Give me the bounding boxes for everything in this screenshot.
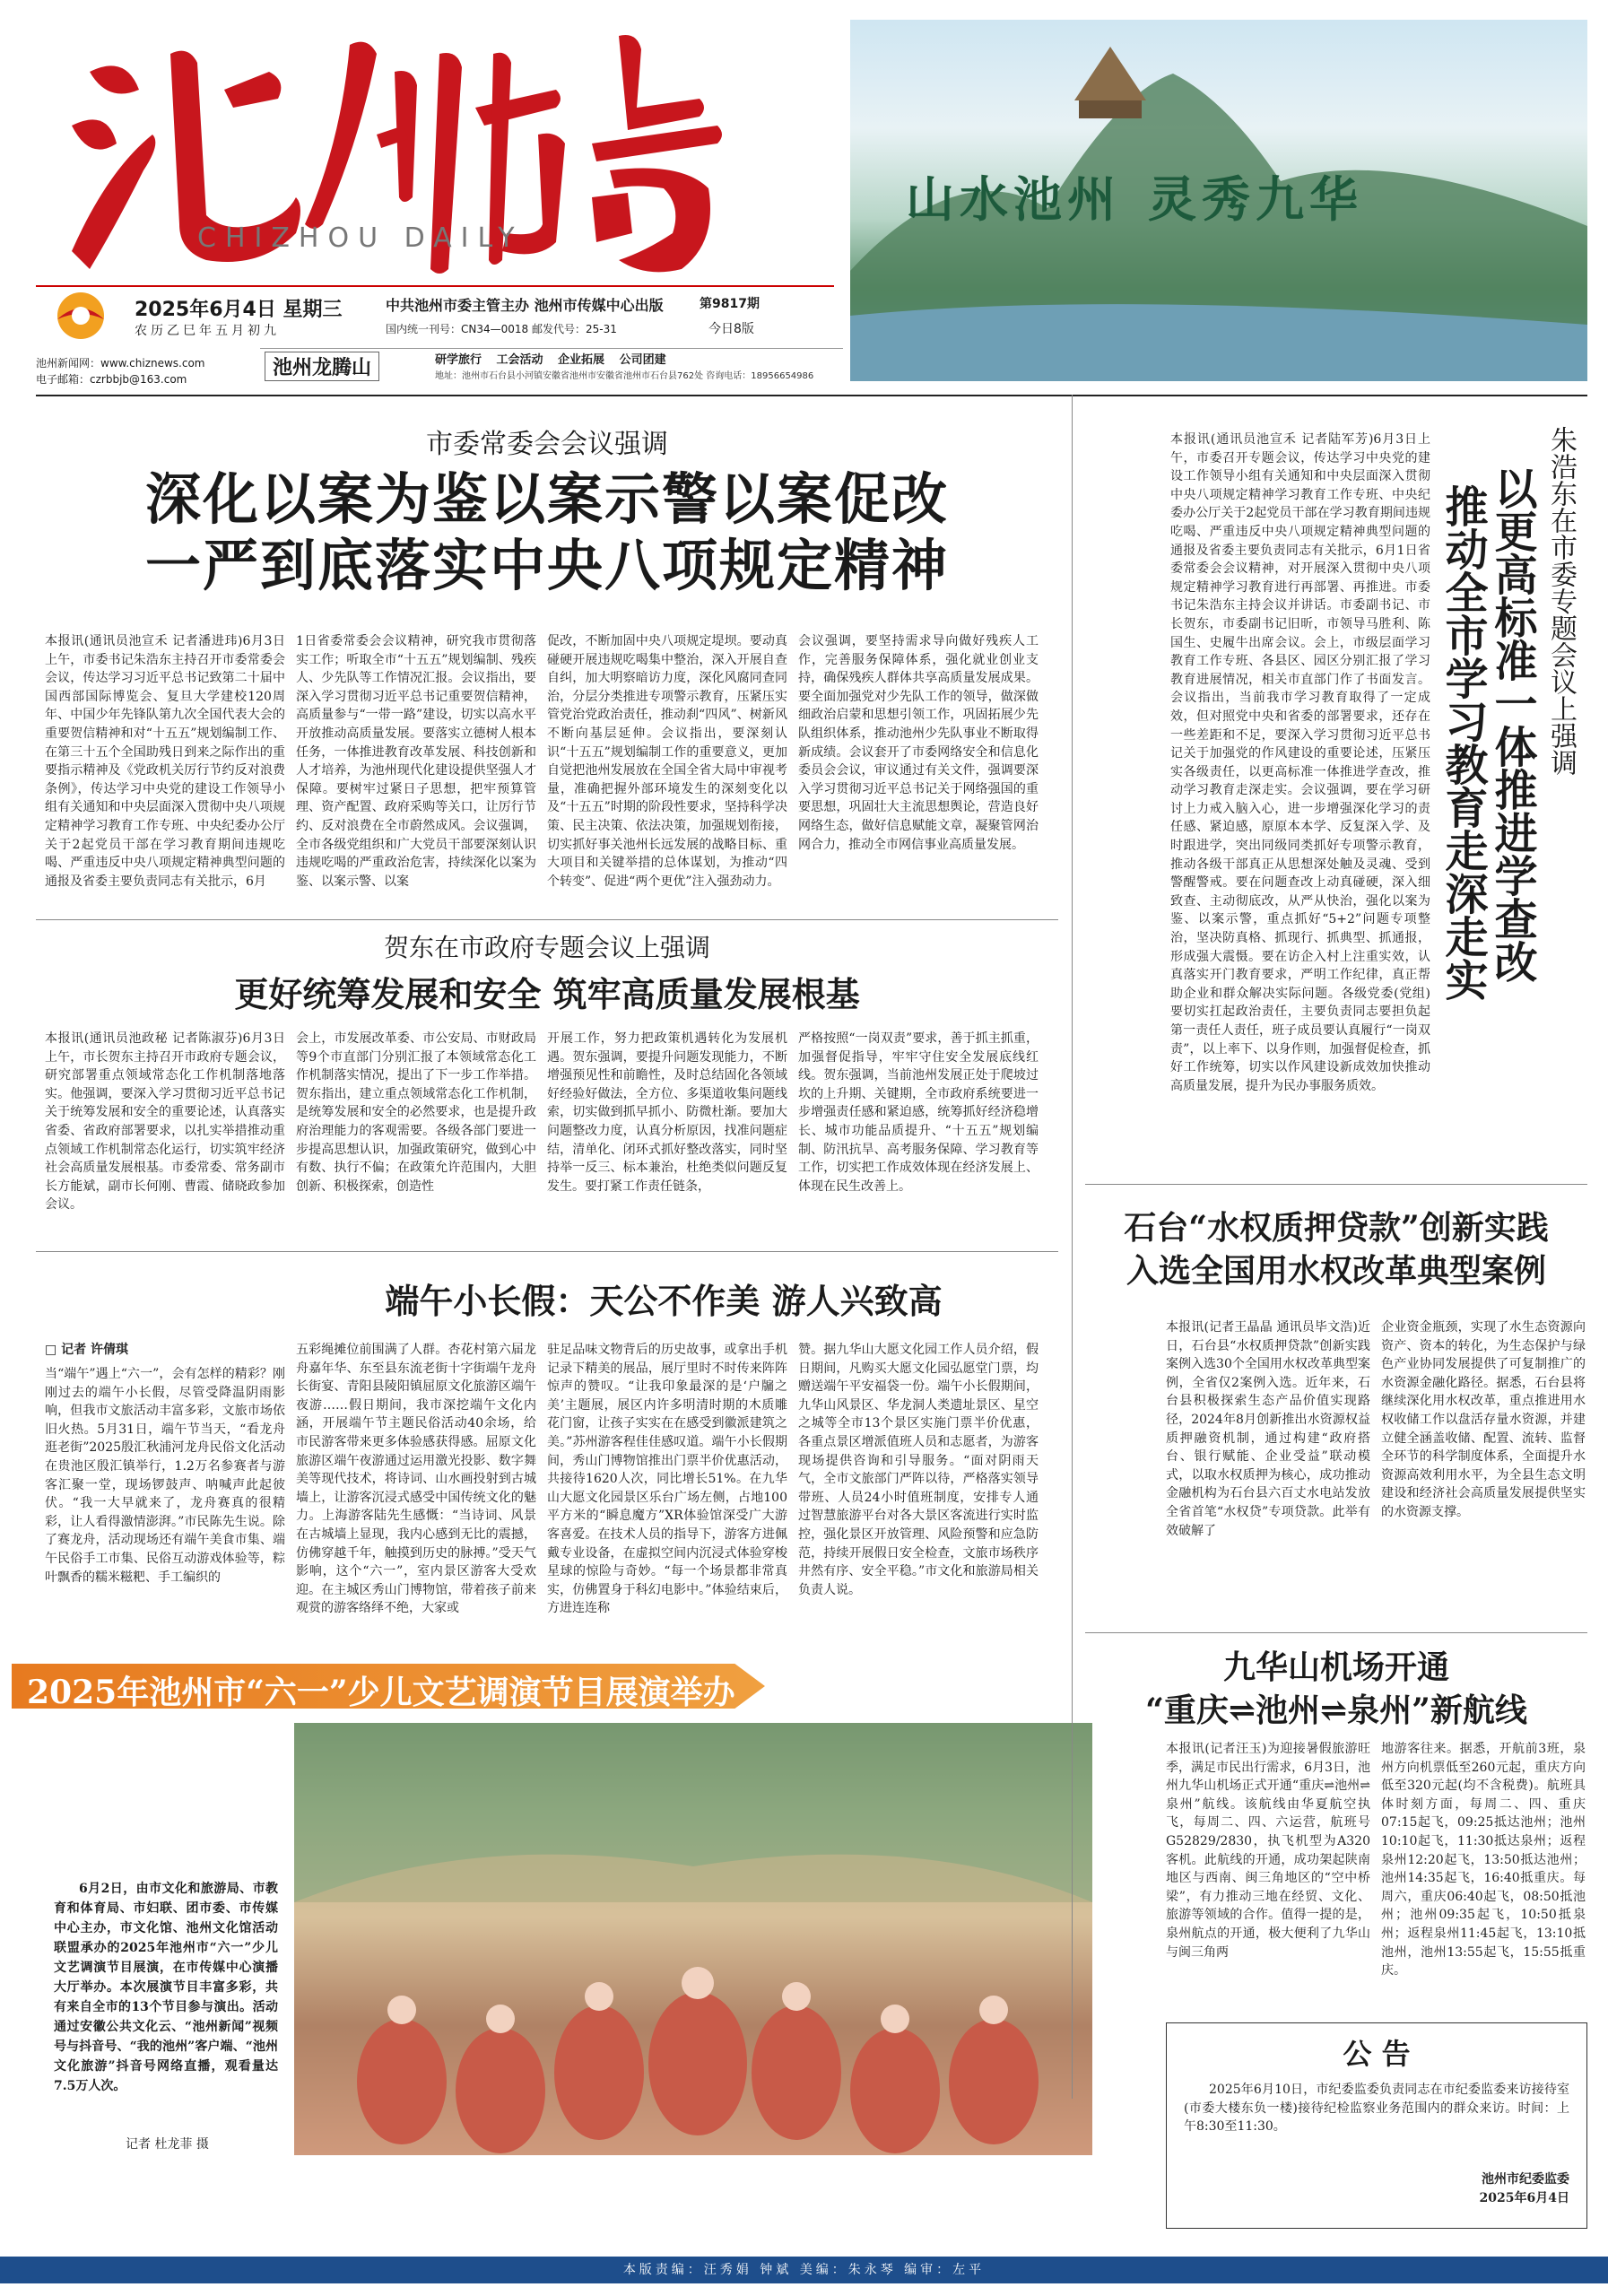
article1-col1: 本报讯(通讯员池宣禾 记者潘进玮)6月3日上午，市委书记朱浩东主持召开市委常委会会议，传达学习习近平总书记致第二十届中国西部国际博览会、复旦大学建校120周年、中国少年先锋队第九次全国代表大会的重要贺信精神和对“十五五”规划编制工作、在第三十五个全国助残日到来之际作出的重要指示精神及《党政机关厉行节约反对浪费条例》，传达学习中央党的建设工作领导小组有关通知和中央层面深入贯彻中央八项规定精神学习教育工作专班、中央纪委办公厅关于2起党员干部在学习教育期间违规吃喝、严重违反中央八项规定精神典型问题的通报及省委主要负责同志有关批示，6月 — [45, 634, 285, 889]
article2-kicker: 贺东在市政府专题会议上强调 — [383, 933, 710, 962]
article7-title — [1085, 1646, 1587, 1732]
article3-title: 端午小长假：天公不作美 游人兴致高 — [385, 1281, 943, 1321]
article1-col4: 会议强调，要坚持需求导向做好残疾人工作，完善服务保障体系，强化就业创业支持，确保残疾人群体共享高质量发展成果。要全面加强党对少先队工作的领导，做深做细政治启蒙和思想引领工作，巩固拓展少先队组织体系，推动池州少先队事业不断取得新成绩。会议套开了市委网络安全和信息化委员会会议，审议通过有关文件，强调要深入学习贯彻习近平总书记关于网络强国的重要思想，巩固壮大主流思想舆论，营造良好网络生态，做好信息赋能文章，凝聚管网治网合力，推动全市网信事业高质量发展。 — [798, 634, 1039, 852]
article1-title — [36, 466, 1058, 599]
slogan-part-2: 灵秀九华 — [1148, 170, 1363, 228]
divider — [36, 919, 1058, 920]
footer-credits: 本版责编：汪秀娟 钟斌 美编：朱永琴 编审：左平 — [0, 2257, 1608, 2283]
article6-title — [1085, 1206, 1587, 1292]
issn: 国内统一刊号：CN34—0018 邮发代号：25-31 — [386, 323, 617, 335]
issue-number: 第9817期 — [700, 297, 760, 311]
website-link[interactable]: 池州新闻网：www.chiznews.com — [36, 357, 205, 370]
article7-title-line1: 九华山机场开通 — [1222, 1648, 1449, 1686]
article1-kicker: 市委常委会会议强调 — [426, 429, 668, 460]
divider — [1085, 1632, 1587, 1633]
article6-col1: 本报讯(记者王晶晶 通讯员毕文浩)近日，石台县“水权质押贷款”创新实践案例入选30个全国用水权改革典型案例，全省仅2案例入选。近年来，石台县积极探索生态产品价值实现路径，2024年8月创新推出水资源权益质押融资机制，通过构建“政府搭台、银行赋能、企业受益”联动模式，以取水权质押为核心，成功推动金融机构为石台县六百丈水电站发放全省首笔“水权贷”专项贷款。此举有效破解了 — [1166, 1320, 1370, 1538]
notice-signer: 池州市纪委监委 — [1482, 2172, 1569, 2187]
logo-emblem-icon — [45, 289, 117, 343]
article7-title-line2: “重庆⇌池州⇌泉州”新航线 — [1145, 1692, 1527, 1729]
article2-title: 更好统筹发展和安全 筑牢高质量发展根基 — [234, 974, 860, 1014]
article5-title-line1: 以更高标准一体推进学查改 — [1487, 466, 1537, 983]
article7-col2: 地游客往来。据悉，开航前3班，泉州方向机票低至260元起，重庆方向低至320元起(均不含税费)。航班具体时刻方面，每周二、四、重庆07:15起飞，09:25抵达池州；池州10:10起飞，11:30抵达泉州；返程泉州12:20起飞，13:50抵达池州；池州14:35起飞，16:40抵重庆。每周六，重庆06:40起飞，08:50抵池州；池州09:35起飞，10:50抵泉州；返程泉州11:45起飞，13:10抵池州，池州13:55起飞，15:55抵重庆。 — [1381, 1742, 1586, 1979]
performance-photo — [294, 1723, 1092, 2155]
article2-col4: 严格按照“一岗双责”要求，善于抓主抓重，加强督促指导，牢牢守住安全发展底线红线。贺东强调，当前池州发展正处于爬坡过坎的上升期、关键期，全市政府系统要进一步增强责任感和紧迫感，统筹抓好经济稳增长、城市功能品质提升、“十五五”规划编制、防汛抗旱、高考服务保障、学习教育等工作，切实把工作成效体现在经济发展上、体现在民生改善上。 — [798, 1031, 1039, 1194]
publisher: 中共池州市委主管主办 池州市传媒中心出版 — [386, 297, 664, 314]
article2-col1: 本报讯(通讯员池政秘 记者陈淑芬)6月3日上午，市长贺东主持召开市政府专题会议，研究部署重点领域常态化工作机制落地落实。他强调，要深入学习贯彻习近平总书记关于统筹发展和安全的重要论述，认真落实省委、省政府部署要求，以扎实举措推动重点领域工作机制常态化运行，切实筑牢经济社会高质量发展根基。市委常委、常务副市长方能斌，副市长何刚、曹霞、储晓政参加会议。 — [45, 1031, 285, 1213]
article3-byline-text: 记者 许倩琪 — [61, 1343, 128, 1357]
notice-title: 公 告 — [1343, 2037, 1411, 2071]
contact-info — [36, 355, 205, 387]
article1-title-line2: 一严到底落实中央八项规定精神 — [144, 533, 949, 598]
article6-title-line2: 入选全国用水权改革典型案例 — [1126, 1252, 1546, 1290]
issue-date: 2025年6月4日 星期三 — [135, 299, 343, 321]
lunar-date: 农历乙巳年五月初九 — [135, 324, 280, 338]
divider — [36, 1251, 1058, 1252]
top-rule — [36, 395, 1587, 396]
ad-name: 池州龙腾山 — [265, 352, 379, 381]
article3-byline: □ 记者 许倩琪 — [45, 1343, 128, 1357]
notice-body: 2025年6月10日，市纪委监委负责同志在市纪委监委来访接待室(市委大楼东负一楼)接待纪检监察业务范围内的群众来访。时间：上午8:30至11:30。 — [1184, 2083, 1569, 2135]
article4-title: 2025年池州市“六一”少儿文艺调演节目展演举办 — [27, 1674, 735, 1711]
article6-title-line1: 石台“水权质押贷款”创新实践 — [1124, 1209, 1549, 1247]
article2-col3: 开展工作，努力把政策机遇转化为发展机遇。贺东强调，要提升问题发现能力，不断增强预见性和前瞻性，及时总结固化各领域好经验好做法，全方位、多渠道收集问题线索，切实做到抓早抓小、防微杜渐。要加大问题整改力度，认真分析原因，找准问题症结，清单化、闭环式抓好整改落实，同时坚持举一反三、标本兼治，杜绝类似问题反复发生。要打紧工作责任链条， — [547, 1031, 787, 1194]
article7-col1: 本报讯(记者汪玉)为迎接暑假旅游旺季，满足市民出行需求，6月3日，池州九华山机场正式开通“重庆⇌池州⇌泉州”航线。该航线由华夏航空执飞，每周二、四、六运营，航班号G52829/2830，执飞机型为A320客机。此航线的开通，成功架起陕南地区与西南、闽三角地区的“空中桥梁”，有力推动三地在经贸、文化、旅游等领域的合作。值得一提的是，泉州航点的开通，极大便利了九华山与闽三角两 — [1166, 1742, 1370, 1960]
article5-col1: 本报讯(通讯员池宣禾 记者陆军芳)6月3日上午，市委召开专题会议，传达学习中央党的建设工作领导小组有关通知和中央层面深入贯彻中央八项规定精神学习教育工作专班、中央纪委办公厅关于2起党员干部在学习教育期间违规吃喝、严重违反中央八项规定精神典型问题的通报及省委主要负责同志有关批示，6月1日省委常委会会议精神，对开展深入贯彻中央八项规定精神学习教育进行再部署、再推进。市委书记朱浩东主持会议并讲话。市委副书记、市长贺东，市委副书记旧昕，市领导马胜利、陈国生、史履牛出席会议。会上，市级层面学习教育工作专班、各县区、园区分别汇报了学习教育进展情况，相关市直部门作了书面发言。会议指出，当前我市学习教育取得了一定成效，但对照党中央和省委的部署要求，还存在一些差距和不足，要深入学习贯彻习近平总书记关于加强党的作风建设的重要论述，压紧压实各级责任，以更高标准一体推进学查改，推动学习教育走深走实。会议强调，要在学习研讨上力戒入脑入心，进一步增强深化学习的责任感、紧迫感，原原本本学、反复深入学、及时跟进学，突出同级同类抓好专项警示教育，推动各级干部真正从思想深处触及灵魂、受到警醒警戒。要在问题查改上动真碰硬，深入细致查、主动彻底改，从严从快治，强化以案为鉴、以案示警，重点抓好“5+2”问题专项整治，坚决防真格、抓现行、抓典型、抓通报，形成强大震慑。要在访企入村上注重实效，认真落实开门教育要求，严明工作纪律，真正帮助企业和群众解决实际问题。各级党委(党组)要切实扛起政治责任，主要负责同志要担负起第一责任人责任，班子成员要认真履行“一岗双责”，以上率下、以身作则，加强督促检查，抓好工作统筹，切实以作风建设新成效加快推动高质量发展，提升为民办事服务质效。 — [1170, 432, 1430, 1093]
email-link[interactable]: 电子邮箱：czrbbjb@163.com — [36, 373, 187, 386]
article1-col3: 促改，不断加固中央八项规定堤坝。要动真碰硬开展违规吃喝集中整治，深入开展自查自纠，加大明察暗访力度，深化风腐同查同治，分层分类推进专项警示教育，压紧压实管党治党政治责任，推动刹“四风”、树新风不断向基层延伸。会议指出，要深刻认识“十五五”规划编制工作的重要意义，更加自觉把池州发展放在全国全省大局中审视考量，准确把握外部环境发生的深刻变化以及“十五五”时期的阶段性要求，坚持科学决策、民主决策、依法决策，加强规划衔接，切实抓好事关池州长远发展的战略目标、重大项目和关键举措的总体谋划，为推动“四个转变”、促进“两个更优”注入强劲动力。 — [547, 634, 787, 889]
article1-col2: 1日省委常委会会议精神，研究我市贯彻落实工作；听取全市“十五五”规划编制、残疾人、少先队等工作情况汇报。会议指出，要深入学习贯彻习近平总书记重要贺信精神，高质量参与“一带一路”建设，切实以高水平开放推动高质量发展。要落实立德树人根本任务，一体推进教育改革发展、科技创新和人才培养，为池州现代化建设提供坚强人才保障。要树牢过紧日子思想，把牢预算管理、资产配置、政府采购等关口，让厉行节约、反对浪费在全市蔚然成风。会议强调，全市各级党组织和广大党员干部要深刻认识违规吃喝的严重政治危害，持续深化以案为鉴、以案示警、以案 — [296, 634, 536, 889]
dancers-icon — [294, 1723, 1092, 2155]
article2-col2: 会上，市发展改革委、市公安局、市财政局等9个市直部门分别汇报了本领域常态化工作机制落实情况，提出了下一步工作举措。贺东指出，建立重点领域常态化工作机制，是统筹发展和安全的必然要求，也是提升政府治理能力的客观需要。各级各部门要进一步提高思想认识，加强政策研究，做到心中有数、执行不偏；在政策允许范围内，大胆创新、积极探索，创造性 — [296, 1031, 536, 1194]
ad-address: 地址：池州市石台县小河镇安徽省池州市安徽省池州市石台县762处 咨询电话：18956654986 — [435, 371, 814, 381]
slogan-part-1: 山水池州 — [906, 170, 1121, 228]
ad-tags: 研学旅行 工会活动 企业拓展 公司团建 — [435, 353, 666, 367]
page-count: 今日8版 — [708, 322, 754, 336]
column-divider — [1072, 395, 1073, 2099]
notice-signature — [1381, 2170, 1569, 2207]
article1-title-line1: 深化以案为鉴以案示警以案促改 — [144, 466, 949, 532]
banner-slogan — [906, 161, 1363, 230]
notice-date: 2025年6月4日 — [1479, 2190, 1569, 2205]
article5-kicker: 朱浩东在市委专题会议上强调 — [1545, 426, 1577, 776]
article3-col4: 赞。据九华山大愿文化园工作人员介绍，假日期间，凡购买大愿文化园弘愿堂门票，均赠送端午平安福袋一份。端午小长假期间，九华山风景区、华龙洞人类遗址景区、星空之城等全市13个景区实施门票半价优惠，各重点景区增派值班人员和志愿者，为游客现场提供咨询和引导服务。“面对阴雨天气，全市文旅部门严阵以待，严格落实领导带班、人员24小时值班制度，安排专人通过智慧旅游平台对各大景区客流进行实时监控，强化景区开放管理、风险预警和应急防范，持续开展假日安全检查，文旅市场秩序井然有序、安全平稳。”市文化和旅游局相关负责人说。 — [798, 1343, 1039, 1597]
article3-col1: 当“端午”遇上“六一”，会有怎样的精彩？刚刚过去的端午小长假，尽管受降温阴雨影响，但我市文旅活动丰富多彩，文旅市场依旧火热。5月31日，端午节当天，“看龙舟 逛老街”2025殷汇秋浦河龙舟民俗文化活动在贵池区殷汇镇举行，1.2万名参赛者与游客汇聚一堂，现场锣鼓声、呐喊声此起彼伏。“我一大早就来了，龙舟赛真的很精彩，让人看得激情澎湃。”市民陈先生说。除了赛龙舟，活动现场还有端午美食市集、端午民俗手工市集、民俗互动游戏体验等，粽叶飘香的糯米糍粑、手工编织的 — [45, 1367, 285, 1585]
photo-caption: 6月2日，由市文化和旅游局、市教育和体育局、市妇联、团市委、市传媒中心主办，市文化馆、池州文化馆活动联盟承办的2025年池州市“六一”少儿文艺调演节目展演，在市传媒中心演播大厅举办。本次展演节目丰富多彩，共有来自全市的13个节目参与演出。活动通过安徽公共文化云、“池州新闻”视频号与抖音号、“我的池州”客户端、“池州文化旅游”抖音号网络直播，观看量达7.5万人次。 — [54, 1882, 278, 2093]
article6-col2: 企业资金瓶颈，实现了水生态资源向资产、资本的转化，为生态保护与绿色产业协同发展提供了可复制推广的水资源金融化路径。据悉，石台县将继续深化用水权改革，重点推进用水权收储工作以盘活存量水资源，并建立健全涵盖收储、配置、流转、监督全环节的科学制度体系，全面提升水资源高效利用水平，为全县生态文明建设和经济社会高质量发展提供坚实的水资源支撑。 — [1381, 1320, 1586, 1519]
photo-credit: 记者 杜龙菲 摄 — [126, 2137, 209, 2152]
article3-col2: 五彩绳摊位前围满了人群。杏花村第六届龙舟嘉年华、东至县东流老街十字街端午龙舟长街宴、青阳县陵阳镇屈原文化旅游区端午夜游……假日期间，我市深挖端午文化内涵，开展端午节主题民俗活动40余场，给市民游客带来更多体验感获得感。屈原文化旅游区端午夜游通过运用激光投影、数字舞美等现代技术，将诗词、山水画投射到古城墙上，让游客沉浸式感受中国传统文化的魅力。上海游客陆先生感慨：“当诗词、风景在古城墙上显现，我内心感到无比的震撼，仿佛穿越千年，触摸到历史的脉搏。”受天气影响，这个“六一”，室内景区游客大受欢迎。在主城区秀山门博物馆，带着孩子前来观赏的游客络绎不绝，大家或 — [296, 1343, 536, 1616]
article5-title-line2: 推动全市学习教育走深走实 — [1438, 484, 1488, 1001]
masthead-english: CHIZHOU DAILY — [197, 222, 524, 254]
divider — [1085, 1184, 1587, 1185]
article3-col3: 驻足品味文物背后的历史故事，或拿出手机记录下精美的展品，展厅里时不时传来阵阵惊声的赞叹。“让我印象最深的是‘户牖之美’主题展，展区内许多明清时期的木质雕花门窗，让孩子实实在在感受到徽派建筑之美。”苏州游客程佳佳感叹道。端午小长假期间，秀山门博物馆推出门票半价优惠活动，共接待1620人次，同比增长51%。在九华山大愿文化园景区乐台广场左侧，占地100平方米的“瞬息魔方”XR体验馆深受广大游客喜爱。在技术人员的指导下，游客方进佩戴专业设备，在虚拟空间内沉浸式体验穿梭星球的惊险与奇妙。“每一个场景都非常真实，仿佛置身于科幻电影中。”体验结束后，方进连连称 — [547, 1343, 787, 1616]
